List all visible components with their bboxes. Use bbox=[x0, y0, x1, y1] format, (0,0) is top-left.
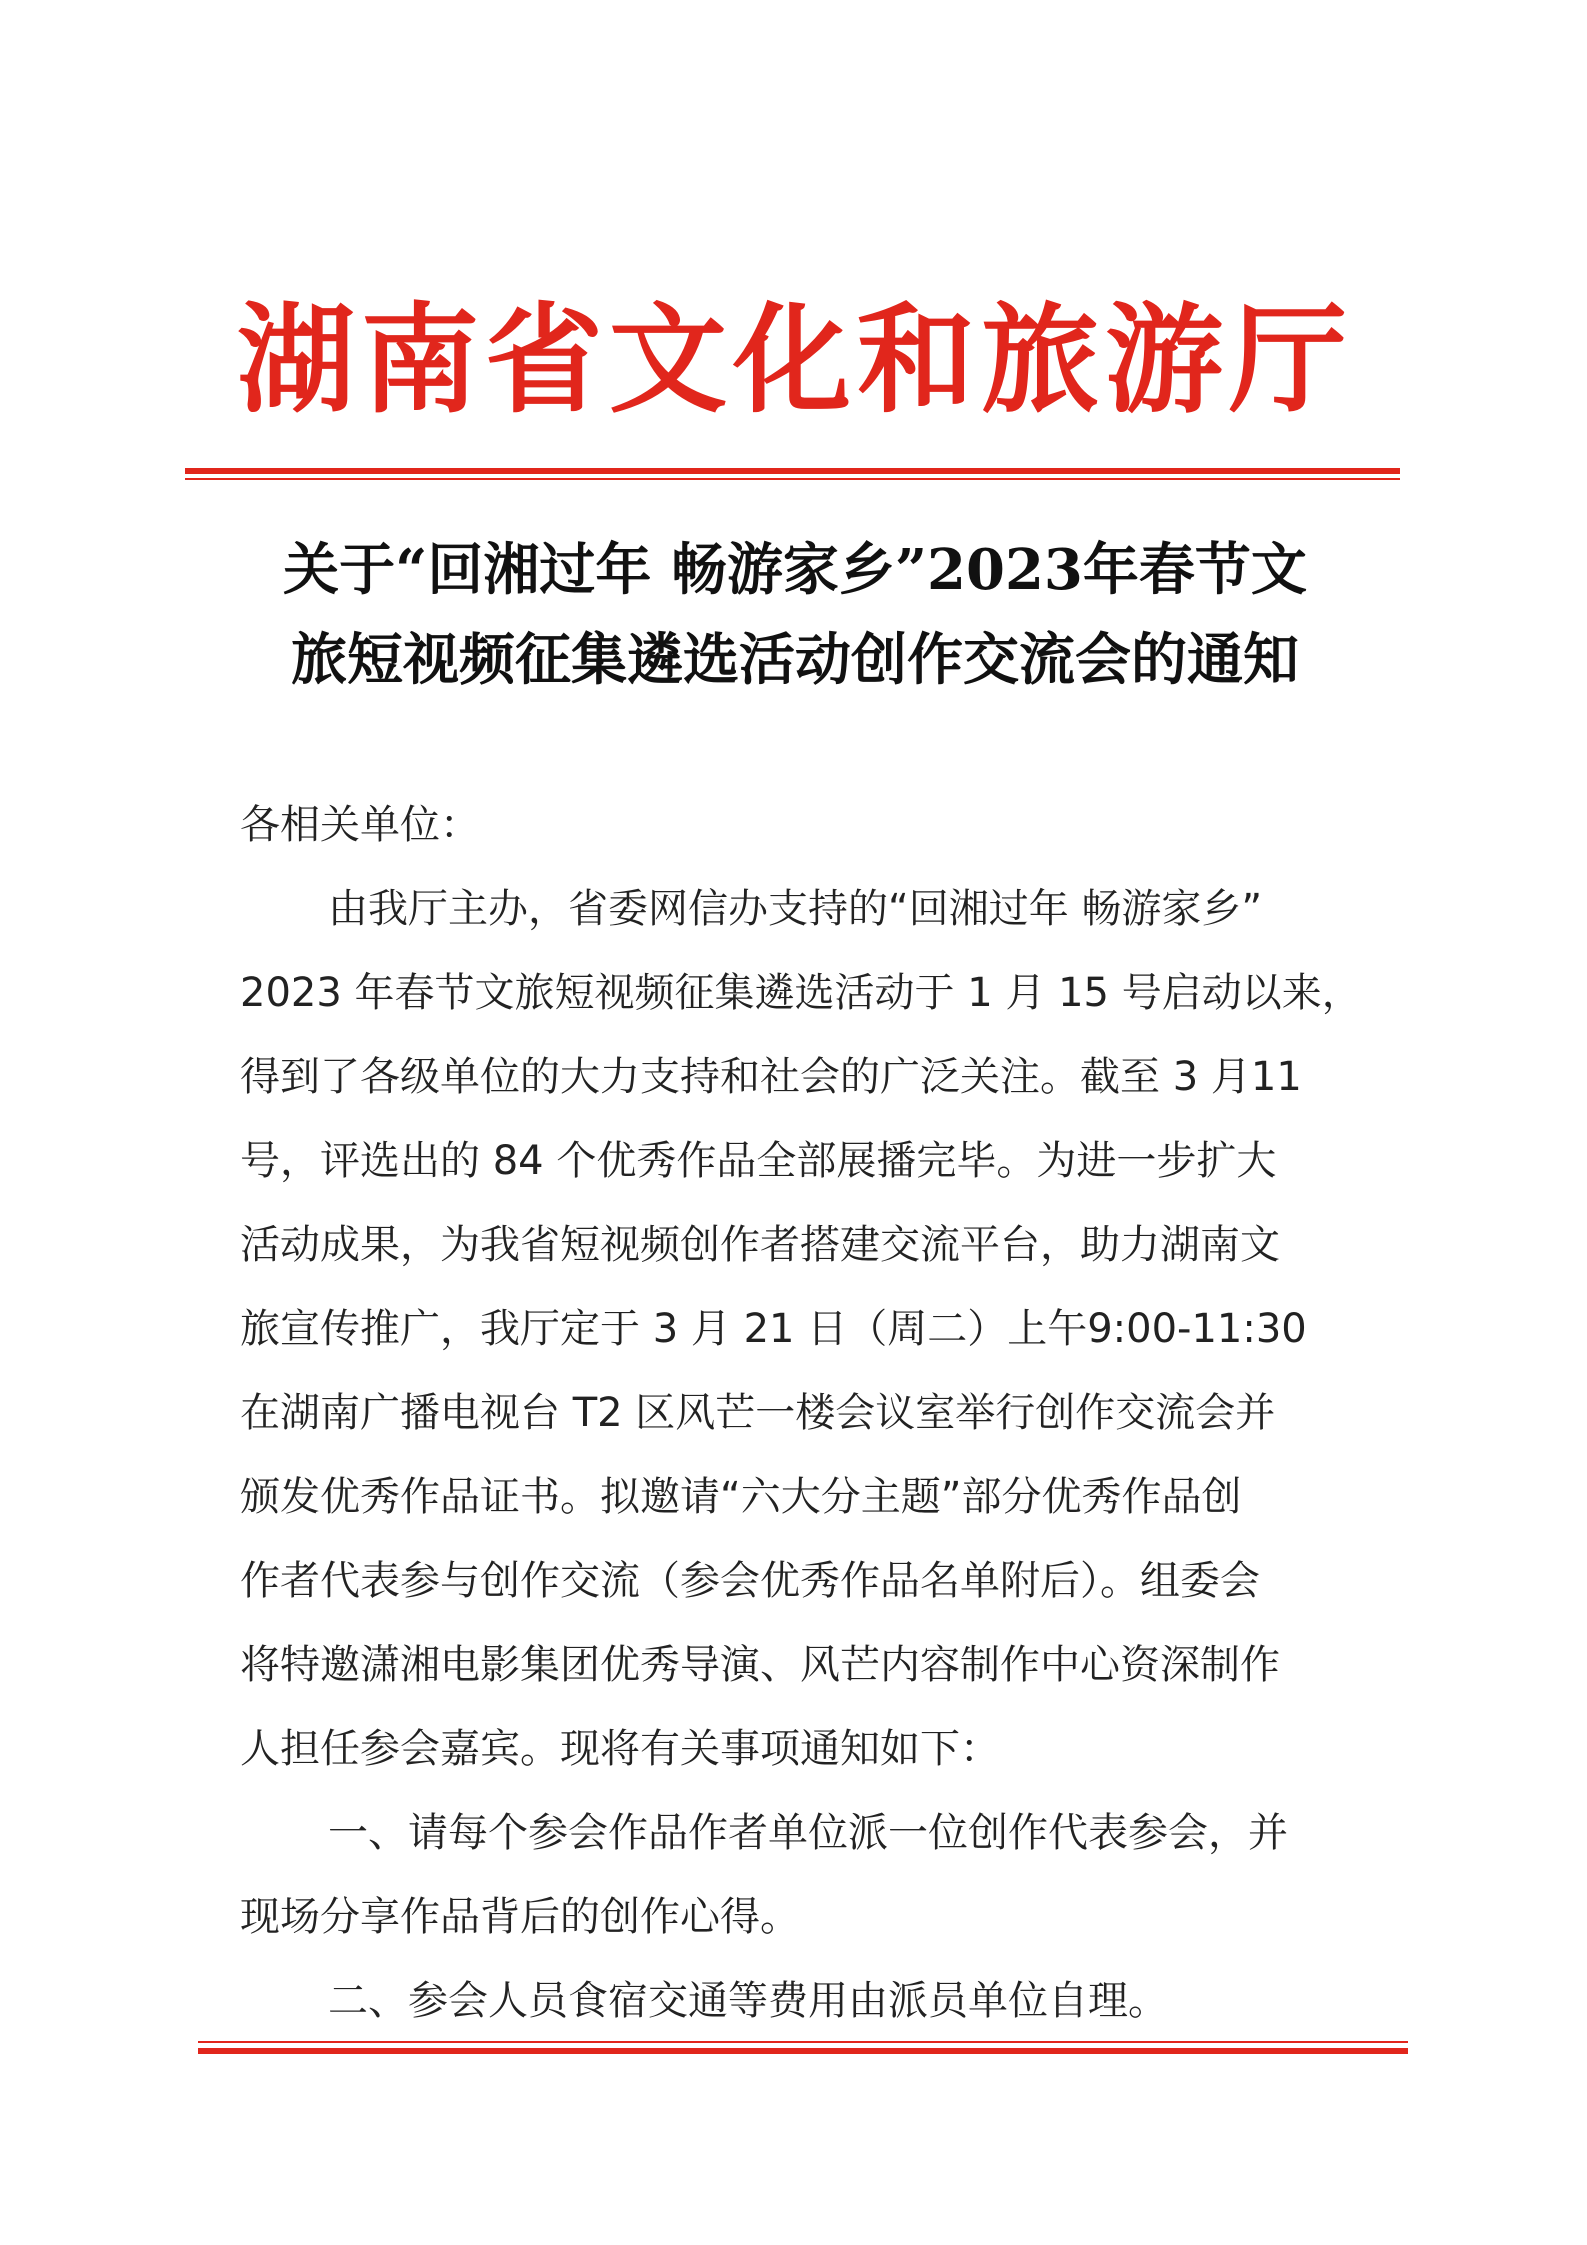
notice-title-line-1: 关于“回湘过年 畅游家乡”2023年春节文 bbox=[283, 537, 1307, 603]
paragraph-line: 旅宣传推广，我厅定于 3 月 21 日（周二）上午9:00-11:30 bbox=[240, 1306, 1307, 1352]
paragraph-line: 将特邀潇湘电影集团优秀导演、风芒内容制作中心资深制作 bbox=[240, 1642, 1280, 1688]
item-1-line: 现场分享作品背后的创作心得。 bbox=[240, 1894, 800, 1940]
salutation: 各相关单位： bbox=[240, 802, 480, 848]
notice-title bbox=[200, 525, 1390, 705]
paragraph-line: 作者代表参与创作交流（参会优秀作品名单附后）。组委会 bbox=[240, 1558, 1260, 1604]
letterhead-org-name: 湖南省文化和旅游厅 bbox=[236, 290, 1353, 429]
notice-title-line-2: 旅短视频征集遴选活动创作交流会的通知 bbox=[291, 627, 1299, 693]
item-1-line: 一、请每个参会作品作者单位派一位创作代表参会，并 bbox=[328, 1810, 1288, 1856]
letterhead-red-rule bbox=[185, 468, 1400, 474]
paragraph-line: 颁发优秀作品证书。拟邀请“六大分主题”部分优秀作品创 bbox=[240, 1474, 1242, 1520]
item-2-line: 二、参会人员食宿交通等费用由派员单位自理。 bbox=[328, 1978, 1168, 2024]
paragraph-line: 得到了各级单位的大力支持和社会的广泛关注。截至 3 月11 bbox=[240, 1054, 1302, 1100]
footer-red-rule bbox=[198, 2041, 1408, 2043]
paragraph-line: 号，评选出的 84 个优秀作品全部展播完毕。为进一步扩大 bbox=[240, 1138, 1277, 1184]
paragraph-line: 由我厅主办，省委网信办支持的“回湘过年 畅游家乡” bbox=[328, 886, 1263, 932]
paragraph-line: 2023 年春节文旅短视频征集遴选活动于 1 月 15 号启动以来， bbox=[240, 970, 1362, 1016]
paragraph-line: 人担任参会嘉宾。现将有关事项通知如下： bbox=[240, 1726, 1000, 1772]
notice-body bbox=[240, 783, 1380, 2043]
paragraph-line: 活动成果，为我省短视频创作者搭建交流平台，助力湖南文 bbox=[240, 1222, 1280, 1268]
paragraph-line: 在湖南广播电视台 T2 区风芒一楼会议室举行创作交流会并 bbox=[240, 1390, 1276, 1436]
